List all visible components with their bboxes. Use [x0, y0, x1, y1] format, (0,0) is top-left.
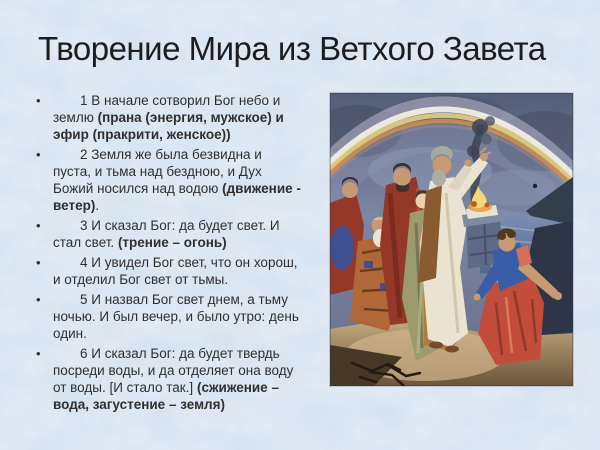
bullet-dot-icon: •: [36, 93, 41, 108]
bullet-text: .: [95, 198, 100, 213]
bullet-item: [0, 345, 315, 413]
bullet-text-bold: (трение – огонь): [117, 235, 227, 250]
painting-illustration: [330, 93, 573, 386]
bird: [533, 184, 537, 188]
bullet-text: 1 В начале сотворил Бог небо и землю: [53, 93, 285, 125]
bullet-item: [0, 217, 315, 251]
bullet-item: [0, 254, 315, 288]
bullet-dot-icon: •: [36, 255, 41, 270]
bullet-item: [0, 146, 315, 214]
bullet-text: 6 И сказал Бог: да будет твердь посреди воды, и да отделяет она воду от воды. [И стало так.]: [53, 346, 298, 395]
bullet-text-bold: (сжижение – вода, загустение – земля): [53, 380, 283, 412]
bullet-dot-icon: •: [36, 147, 41, 162]
slide-title: Творение Мира из Ветхого Завета: [38, 30, 546, 67]
bullet-dot-icon: •: [36, 292, 41, 307]
bullet-text: 4 И увидел Бог свет, что он хорош, и отделил Бог свет от тьмы.: [53, 255, 302, 287]
bullet-dot-icon: •: [36, 346, 41, 361]
bullet-text: 3 И сказал Бог: да будет свет. И стал свет.: [53, 218, 284, 250]
bullet-text-bold: (прана (энергия, мужское) и эфир (пракрити, женское)): [53, 110, 288, 142]
bullet-text-bold: (движение - ветер): [53, 181, 305, 213]
bullet-item: [0, 92, 315, 143]
bullet-dot-icon: •: [36, 218, 41, 233]
bullet-text: 2 Земля же была безвидна и пуста, и тьма над бездною, и Дух Божий носился над водою: [53, 147, 266, 196]
bullet-list: [0, 92, 315, 416]
bullet-item: [0, 291, 315, 342]
bullet-text: 5 И назвал Бог свет днем, а тьму ночью. И был вечер, и было утро: день один.: [53, 292, 303, 341]
painting-noah-sacrifice: [330, 93, 573, 386]
